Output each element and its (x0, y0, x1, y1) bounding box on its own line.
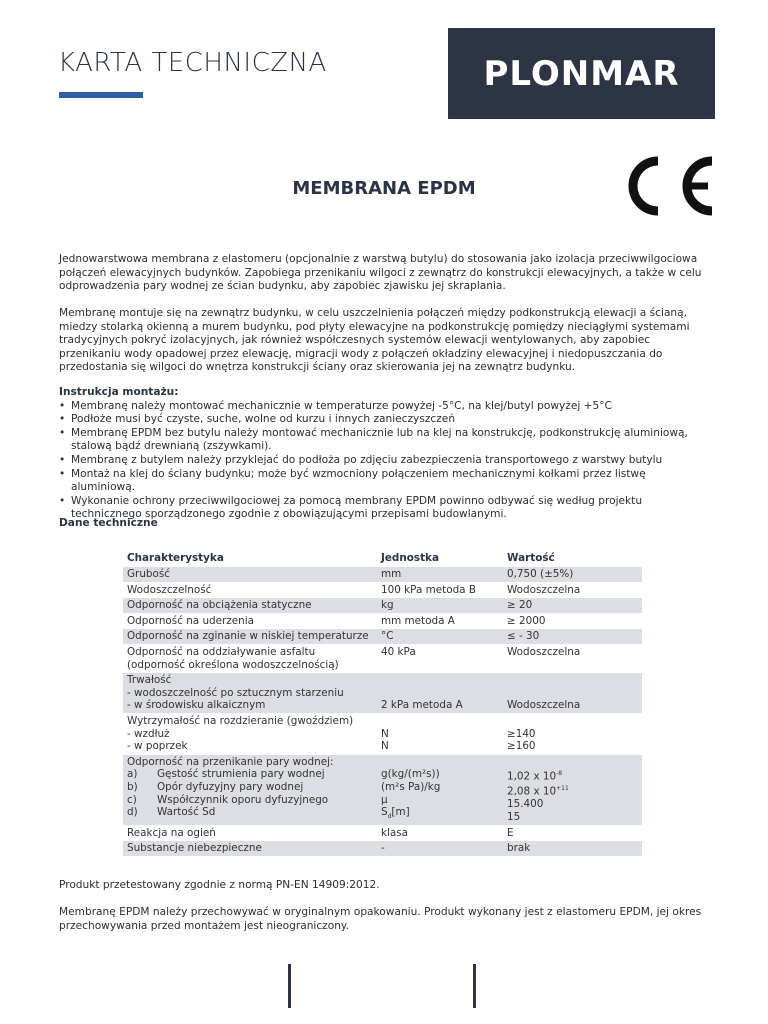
table-row (123, 713, 642, 754)
tear-value: ≥140 (507, 727, 536, 740)
sd-unit-sub: d (387, 813, 392, 821)
footer-divider-left (288, 964, 291, 1008)
cell-value: Wodoszczelna (503, 673, 642, 714)
brand-logo (448, 28, 715, 119)
cell-value (503, 713, 642, 754)
vapour-item-text: Gęstość strumienia pary wodnej (157, 768, 325, 781)
instruction-item: • Membranę EPDM bez butylu należy montować mechanicznie lub na klej na konstrukcję, podkonstrukcję aluminiową, stalową bądź drewnianą (zszywkami). (59, 427, 709, 454)
instruction-item: • Membranę z butylem należy przyklejać do podłoża po zdjęciu zabezpieczenia transportowego z warstwy butylu (59, 454, 709, 468)
technical-data-table (123, 549, 642, 857)
technical-data-heading: Dane techniczne (59, 517, 158, 529)
vapour-value-base: 1,02 x 10 (507, 770, 557, 783)
instruction-item: • Montaż na klej do ściany budynku; może być wzmocniony połączeniem mechanicznymi kołkami przez listwę aluminiową. (59, 468, 709, 495)
tear-line: - w poprzek (127, 740, 188, 753)
product-title: MEMBRANA EPDM (292, 178, 476, 199)
vapour-item-text: Wartość Sd (157, 806, 216, 819)
cell-unit: 40 kPa (377, 644, 503, 672)
table-header-row (123, 549, 642, 567)
vapour-item-letter: c) (127, 793, 137, 806)
tear-unit: N (381, 727, 389, 740)
table-row (123, 613, 642, 629)
table-row (123, 841, 642, 857)
cell-characteristic (123, 713, 377, 754)
cell-unit: kg (377, 598, 503, 614)
cell-characteristic (123, 673, 377, 714)
sd-unit-base: S (381, 806, 388, 819)
durability-line: - w środowisku alkaicznym (127, 699, 266, 712)
vapour-value: 15.400 (507, 798, 544, 811)
table-row (123, 754, 642, 825)
cell-unit: 2 kPa metoda A (377, 673, 503, 714)
cell-value: brak (503, 841, 642, 857)
column-header-characteristic: Charakterystyka (127, 552, 224, 564)
vapour-item-letter: a) (127, 768, 138, 781)
vapour-value: 15 (507, 811, 521, 824)
cell-value: ≥ 20 (503, 598, 642, 614)
vapour-value (507, 768, 638, 783)
column-header-unit: Jednostka (381, 552, 439, 564)
instruction-item: • Wykonanie ochrony przeciwwilgociowej za pomocą membrany EPDM powinno odbywać się według projektu technicznego sporządzonego zgodnie z obowiązującymi przepisami budowlanymi. (59, 495, 709, 522)
cell-value: Wodoszczelna (503, 582, 642, 598)
table-row (123, 598, 642, 614)
tear-unit: N (381, 740, 389, 753)
cell-characteristic: Substancje niebezpieczne (123, 841, 377, 857)
cell-value: Wodoszczelna (503, 644, 642, 672)
table-row (123, 582, 642, 598)
instruction-item: • Podłoże musi być czyste, suche, wolne od kurzu i innych zanieczyszczeń (59, 413, 709, 427)
cell-characteristic: Odporność na uderzenia (123, 613, 377, 629)
vapour-item-letter: d) (127, 806, 138, 819)
cell-unit: °C (377, 629, 503, 645)
cell-unit: mm (377, 567, 503, 582)
cell-characteristic: Odporność na oddziaływanie asfaltu (odporność określona wodoszczelnością) (123, 644, 377, 672)
cell-unit: - (377, 841, 503, 857)
title-underline (59, 92, 143, 98)
table-row (123, 825, 642, 841)
table-row (123, 673, 642, 714)
table-row (123, 629, 642, 645)
vapour-item-text: Współczynnik oporu dyfuzyjnego (157, 793, 329, 806)
tear-title: Wytrzymałość na rozdzieranie (gwoździem) (127, 714, 354, 727)
cell-characteristic: Wodoszczelność (123, 582, 377, 598)
cell-characteristic: Odporność na obciążenia statyczne (123, 598, 377, 614)
cell-value: E (503, 825, 642, 841)
footer-divider-right (473, 964, 476, 1008)
durability-line: - wodoszczelność po sztucznym starzeniu (127, 686, 344, 699)
vapour-value (507, 783, 638, 798)
instructions-heading: Instrukcja montażu: (59, 386, 179, 398)
tear-value: ≥160 (507, 740, 536, 753)
vapour-unit-sd (381, 806, 499, 824)
durability-title: Trwałość (127, 674, 172, 687)
cell-unit: mm metoda A (377, 613, 503, 629)
standard-note: Produkt przetestowany zgodnie z normą PN-EN 14909:2012. (59, 879, 380, 891)
document-title: KARTA TECHNICZNA (58, 48, 327, 78)
cell-value: 0,750 (±5%) (503, 567, 642, 582)
cell-characteristic: Reakcja na ogień (123, 825, 377, 841)
vapour-unit: (m²s Pa)/kg (381, 780, 441, 793)
cell-value: ≤ - 30 (503, 629, 642, 645)
instruction-item: • Membranę należy montować mechanicznie w temperaturze powyżej -5°C, na klej/butyl powyżej +5°C (59, 400, 709, 414)
intro-paragraph-2: Membranę montuje się na zewnątrz budynku, w celu uszczelnienia połączeń między podkonstrukcją elewacji a ścianą, miedzy stolarką okienną a murem budynku, pod płyty elewacyjne na podkonstrukcję pomiędzy nieciągłymi systemami tradycyjnych pokryć izolacyjnych, jak również współczesnych systemów elewacji wentylowanych, aby zapobiec przenikaniu wody opadowej przez elewację, migracji wody z połączeń okładziny elewacyjnej i niedopuszczania do przedostania się wilgoci do wnętrza konstrukcji ściany oraz skierowania jej na zewnątrz budynku. (59, 307, 690, 374)
tear-line: - wzdłuż (127, 727, 170, 740)
cell-unit: klasa (377, 825, 503, 841)
cell-unit: 100 kPa metoda B (377, 582, 503, 598)
cell-unit (377, 713, 503, 754)
vapour-value-base: 2,08 x 10 (507, 785, 557, 798)
intro-paragraph-1: Jednowarstwowa membrana z elastomeru (opcjonalnie z warstwą butylu) do stosowania jako izolacja przeciwwilgociowa połączeń elewacyjnych budynków. Zapobiega przenikaniu wilgoci z zewnątrz do konstrukcji elewacyjnych, a także w celu odprowadzenia pary wodnej ze ścian budynku, aby zapobiec zjawisku jej skraplania. (59, 253, 702, 293)
instructions-list (59, 400, 709, 522)
cell-characteristic: Odporność na zginanie w niskiej temperaturze (123, 629, 377, 645)
cell-value (503, 754, 642, 825)
cell-characteristic (123, 754, 377, 825)
vapour-item-text: Opór dyfuzyjny pary wodnej (157, 780, 304, 793)
installation-instructions (59, 386, 709, 522)
vapour-title: Odporność na przenikanie pary wodnej: (127, 755, 334, 768)
brand-logo-text: PLONMAR (483, 53, 680, 94)
vapour-item-letter: b) (127, 780, 138, 793)
vapour-value-exp: -8 (556, 770, 563, 778)
sd-unit-tail: [m] (391, 806, 410, 819)
column-header-value: Wartość (507, 552, 555, 564)
storage-note: Membranę EPDM należy przechowywać w oryginalnym opakowaniu. Produkt wykonany jest z elastomeru EPDM, jej okres przechowywania przed montażem jest nieograniczony. (59, 906, 702, 932)
cell-unit (377, 754, 503, 825)
table-row (123, 567, 642, 582)
vapour-unit: g(kg/(m²s)) (381, 768, 440, 781)
table-row (123, 644, 642, 672)
cell-value: ≥ 2000 (503, 613, 642, 629)
cell-characteristic: Grubość (123, 567, 377, 582)
vapour-unit: μ (381, 793, 388, 806)
vapour-value-exp: +11 (556, 785, 569, 793)
